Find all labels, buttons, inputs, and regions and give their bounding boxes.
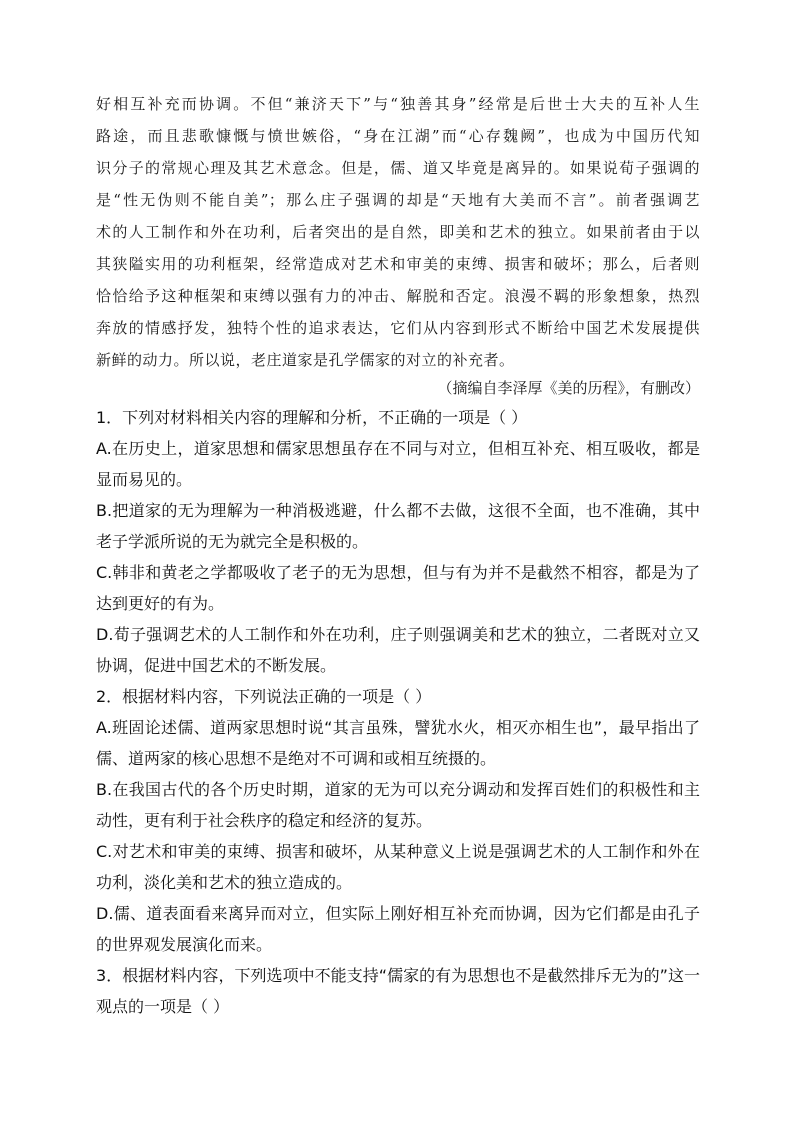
question-2-option-c-cont: 功利，淡化美和艺术的独立造成的。	[96, 873, 353, 892]
question-2-stem: 2．根据材料内容，下列说法正确的一项是（ ）	[96, 687, 432, 706]
question-1-option-a-cont: 显而易见的。	[96, 470, 193, 489]
question-2-option-d: D.儒、道表面看来离异而对立，但实际上刚好相互补充而协调，因为它们都是由孔子	[96, 904, 700, 923]
question-2-option-b-cont: 动性，更有利于社会秩序的稳定和经济的复苏。	[96, 811, 433, 830]
question-1-option-c-cont: 达到更好的有为。	[96, 594, 225, 613]
passage-line: 识分子的常规心理及其艺术意念。但是，儒、道又毕竟是离异的。如果说荀子强调的	[96, 159, 700, 177]
passage-line: 是“性无伪则不能自美”；那么庄子强调的却是“天地有大美而不言”。前者强调艺	[96, 191, 700, 209]
question-3-stem: 3．根据材料内容，下列选项中不能支持“儒家的有为思想也不是截然排斥无为的”这一	[96, 966, 700, 985]
question-1-option-d: D.荀子强调艺术的人工制作和外在功利，庄子则强调美和艺术的独立，二者既对立又	[96, 625, 700, 644]
question-3-stem-cont: 观点的一项是（ ）	[96, 997, 230, 1016]
passage-line: 恰恰给予这种框架和束缚以强有力的冲击、解脱和否定。浪漫不羁的形象想象，热烈	[96, 287, 700, 305]
passage-line: 路途，而且悲歌慷慨与愤世嫉俗，“身在江湖”而“心存魏阙”，也成为中国历代知	[96, 127, 700, 145]
question-1-stem: 1．下列对材料相关内容的理解和分析，不正确的一项是（ ）	[96, 408, 528, 427]
passage-line: 术的人工制作和外在功利，后者突出的是自然，即美和艺术的独立。如果前者由于以	[96, 223, 700, 241]
question-1-option-c: C.韩非和黄老之学都吸收了老子的无为思想，但与有为并不是截然不相容，都是为了	[96, 563, 700, 582]
question-1-option-a: A.在历史上，道家思想和儒家思想虽存在不同与对立，但相互补充、相互吸收，都是	[96, 439, 700, 458]
question-2-option-a: A.班固论述儒、道两家思想时说“其言虽殊，譬犹水火，相灭亦相生也”，最早指出了	[96, 718, 700, 737]
passage-line: 奔放的情感抒发，独特个性的追求表达，它们从内容到形式不断给中国艺术发展提供	[96, 319, 700, 337]
question-2-option-d-cont: 的世界观发展演化而来。	[96, 935, 273, 954]
question-1-option-d-cont: 协调，促进中国艺术的不断发展。	[96, 656, 337, 675]
question-2-option-b: B.在我国古代的各个历史时期，道家的无为可以充分调动和发挥百姓们的积极性和主	[96, 780, 700, 799]
source-citation: （摘编自李泽厚《美的历程》，有删改）	[437, 379, 700, 397]
passage-line: 好相互补充而协调。不但“兼济天下”与“独善其身”经常是后世士大夫的互补人生	[96, 95, 700, 113]
passage-text	[96, 88, 700, 376]
question-1-option-b-cont: 老子学派所说的无为就完全是积极的。	[96, 532, 369, 551]
question-1-option-b: B.把道家的无为理解为一种消极逃避，什么都不去做，这很不全面，也不准确，其中	[96, 501, 700, 520]
passage-line: 新鲜的动力。所以说，老庄道家是孔学儒家的对立的补充者。	[96, 351, 515, 369]
question-2-option-a-cont: 儒、道两家的核心思想不是绝对不可调和或相互统摄的。	[96, 749, 497, 768]
question-2-option-c: C.对艺术和审美的束缚、损害和破坏，从某种意义上说是强调艺术的人工制作和外在	[96, 842, 700, 861]
questions-section	[96, 402, 700, 1022]
passage-line: 其狭隘实用的功利框架，经常造成对艺术和审美的束缚、损害和破坏；那么，后者则	[96, 255, 700, 273]
